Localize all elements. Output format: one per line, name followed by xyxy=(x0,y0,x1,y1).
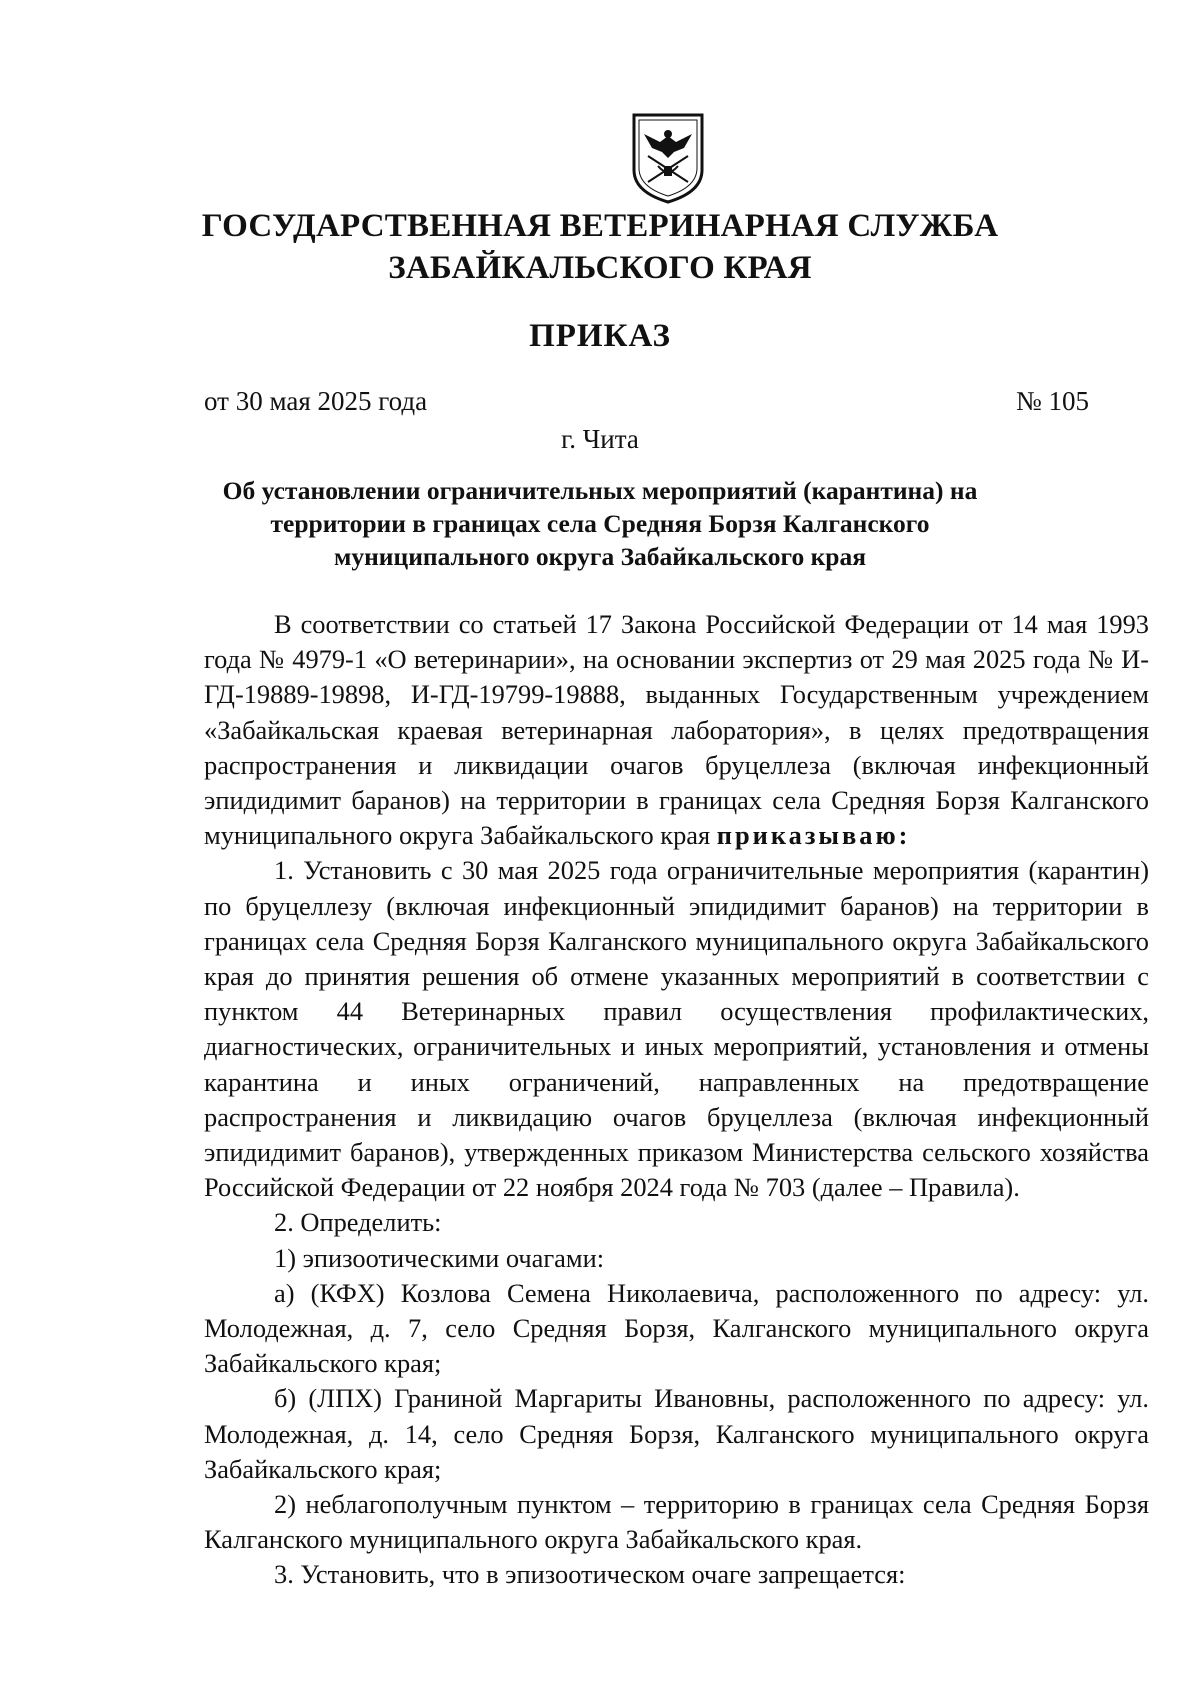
organization-name-line2: ЗАБАЙКАЛЬСКОГО КРАЯ xyxy=(388,250,812,286)
document-type: ПРИКАЗ xyxy=(529,318,671,354)
paragraph-3: 3. Установить, что в эпизоотическом очаге запрещается: xyxy=(274,1559,906,1590)
paragraph-2-1: 1) эпизоотическими очагами: xyxy=(274,1242,605,1273)
document-city: г. Чита xyxy=(561,424,639,454)
organization-name-line1: ГОСУДАРСТВЕННАЯ ВЕТЕРИНАРНАЯ СЛУЖБА xyxy=(201,208,999,244)
document-date: от 30 мая 2025 года xyxy=(204,386,428,416)
preamble-paragraph xyxy=(204,607,1149,853)
document-body xyxy=(204,607,1149,1593)
order-word: приказываю: xyxy=(716,820,911,851)
coat-of-arms-icon xyxy=(630,112,706,204)
paragraph-2-1-b: б) (ЛПХ) Граниной Маргариты Ивановны, расположенного по адресу: ул. Молодежная, д. 14, село Средняя Борзя, Калганского муниципального округа Забайкальского края; xyxy=(204,1383,1149,1484)
paragraph-2: 2. Определить: xyxy=(274,1207,442,1238)
paragraph-1: 1. Установить с 30 мая 2025 года ограничительные мероприятия (карантин) по бруцеллезу (включая инфекционный эпидидимит баранов) на территории в границах села Средняя Борзя Калганского муниципального округа Забайкальского края до принятия решения об отмене указанных мероприятий в соответствии с пунктом 44 Ветеринарных правил осуществления профилактических, диагностических, ограничительных и иных мероприятий, установления и отмены карантина и иных ограничений, направленных на предотвращение распространения и ликвидацию очагов бруцеллеза (включая инфекционный эпидидимит баранов), утвержденных приказом Министерства сельского хозяйства Российской Федерации от 22 ноября 2024 года № 703 (далее – Правила). xyxy=(204,855,1149,1203)
paragraph-2-2: 2) неблагополучным пунктом – территорию в границах села Средняя Борзя Калганского муниципального округа Забайкальского края. xyxy=(204,1489,1149,1555)
paragraph-2-1-a: а) (КФХ) Козлова Семена Николаевича, расположенного по адресу: ул. Молодежная, д. 7, село Средняя Борзя, Калганского муниципального округа Забайкальского края; xyxy=(204,1277,1149,1379)
document-title: Об установлении ограничительных мероприятий (карантина) на территории в границах села Средняя Борзя Калганского муниципального округа Забайкальского края xyxy=(222,476,978,571)
preamble-text: В соответствии со статьей 17 Закона Российской Федерации от 14 мая 1993 года № 4979-1 «О ветеринарии», на основании экспертиз от 29 мая 2025 года № И-ГД-19889-19898, И-ГД-19799-19888, выданных Государственным учреждением «Забайкальская краевая ветеринарная лаборатория», в целях предотвращения распространения и ликвидации очагов бруцеллеза (включая инфекционный эпидидимит баранов) на территории в границах села Средняя Борзя Калганского муниципального округа Забайкальского края xyxy=(204,609,1149,851)
document-number: № 105 xyxy=(1015,386,1089,416)
